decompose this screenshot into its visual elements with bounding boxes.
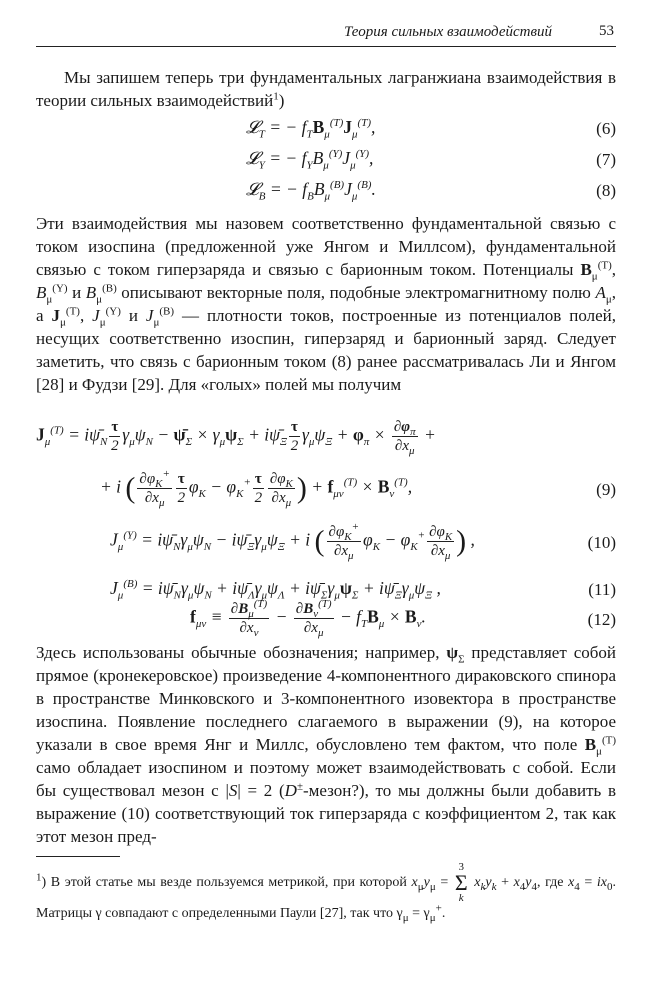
- equation-number-10: (10): [587, 533, 616, 552]
- equation-8: 𝓛$_B$ = − $f_BB_\mu^{(B)}J_\mu^{(B)}$.: [246, 179, 376, 203]
- equation-12: $f_{\mu\nu}$ ≡ $\frac{\partial B_\mu^{(T)}}{\partial x_\nu}$ − $\frac{\partial B_\nu^{(T)}}{\partial x_\mu}$ − $f_TB_\mu \times B_\nu$.: [190, 598, 426, 639]
- equation-number-9: (9): [596, 480, 616, 499]
- running-title: Теория сильных взаимодействий: [344, 24, 552, 40]
- paragraph-notation: Здесь использованы обычные обозначения; например, $\psi_\Sigma$ представляет собой прямое (кронекеровское) произведение 4-компонентного дираковского спинора в пространстве Минковского и 3-компонентного изовектора в пространстве изоспина. Появление последнего слагаемого в выражении (9), на которое указали в свое время Янг и Миллс, обусловлено тем фактом, что поле $B_\mu^{(T)}$ само обладает изоспином и поэтому может взаимодействовать с собой. Если бы существовал мезон с |S| = 2 (D±-мезон?), то мы должны были добавить в выражение (10) соответствующий ток гиперзаряда с коэффициентом 2, так как этот мезон пред-: [36, 643, 616, 846]
- equation-number-8: (8): [596, 181, 616, 200]
- equation-9-line-1: $J_\mu^{(T)}$ = $i\psī_N$ $\frac{\tau}{2}$ $\gamma_\mu\psi_N$ − $\psī_\Sigma \times \gamma_\mu\psi_\Sigma$ + $i\psī_\Xi$ $\frac{\tau}{2}$ $\gamma_\mu\psi_\Xi + \varphi_\pi$ × $\frac{\partial\varphi_\pi}{\partial x_\mu}$ +: [36, 419, 436, 457]
- equation-number-11: (11): [588, 580, 616, 599]
- running-head: [36, 20, 616, 47]
- equation-7: 𝓛$_Y$ = − $f_YB_\mu^{(Y)}J_\mu^{(Y)}$,: [246, 148, 374, 172]
- paragraph-interactions: Эти взаимодействия мы назовем соответственно фундаментальной связью с током изоспина (предложенной уже Янгом и Миллсом), фундаментальной связью с током гиперзаряда и связью с барионным током. Потенциалы $B_\mu^{(T)}$, $B_\mu^{(Y)}$ и $B_\mu^{(B)}$ описывают векторные поля, подобные электромагнитному полю $A_\mu$, а $J_\mu^{(T)}$, $J_\mu^{(Y)}$ и $J_\mu^{(B)}$ — плотности токов, построенные из потенциалов полей, несущих соответственно изоспин, гиперзаряд и барионный заряд. Следует заметить, что связь с барионным током (8) ранее рассматривалась Ли и Янгом [28] и Фудзи [29]. Для «голых» полей мы получим: [36, 214, 616, 394]
- equation-6: 𝓛$_T$ = − $f_TB_\mu^{(T)}J_\mu^{(T)}$,: [246, 117, 376, 141]
- paragraph-intro: Мы запишем теперь три фундаментальных лагранжиана взаимодействия в теории сильных взаимодействий$^1$): [36, 68, 616, 110]
- equation-9-line-2: + i ( $\frac{\partial\varphi_K^+}{\partial x_\mu}$ $\frac{\tau}{2}$ $\varphi_K - \varphi_K^+$ $\frac{\tau}{2}$ $\frac{\partial\varphi_K}{\partial x_\mu}$ ) + $f_{\mu\nu}^{(T)} \times B_\nu^{(T)}$,: [100, 468, 413, 509]
- equation-11: $J_\mu^{(B)}$ = $i\psī_N\gamma_\mu\psi_N$ + $i\psī_\Lambda\gamma_\mu\psi_\Lambda$ + $i\psī_\Sigma\gamma_\mu\psi_\Sigma$ + $i\psī_\Xi\gamma_\mu\psi_\Xi$ ,: [110, 578, 441, 602]
- footnote: $^1$) В этой статье мы везде пользуемся метрикой, при которой $x_\mu y_\mu = 3$ Σ k $x_ky_k + x_4y_4$, где $x_4 = ix_0$. Матрицы γ совпадают с определенными Паули [27], так что $\gamma_\mu = \gamma_\mu^+$.: [36, 861, 616, 924]
- equation-number-12: (12): [587, 610, 616, 629]
- equation-number-6: (6): [596, 119, 616, 138]
- page-number: 53: [599, 23, 614, 39]
- equation-10: $J_\mu^{(Y)}$ = $i\psī_N\gamma_\mu\psi_N$ − $i\psī_\Xi\gamma_\mu\psi_\Xi + i$ ( $\frac{\partial\varphi_K^+}{\partial x_\mu}$ $\varphi_K - \varphi_K^+$ $\frac{\partial\varphi_K}{\partial x_\mu}$ ) ,: [110, 521, 475, 562]
- footnote-rule: [36, 856, 120, 857]
- equation-number-7: (7): [596, 150, 616, 169]
